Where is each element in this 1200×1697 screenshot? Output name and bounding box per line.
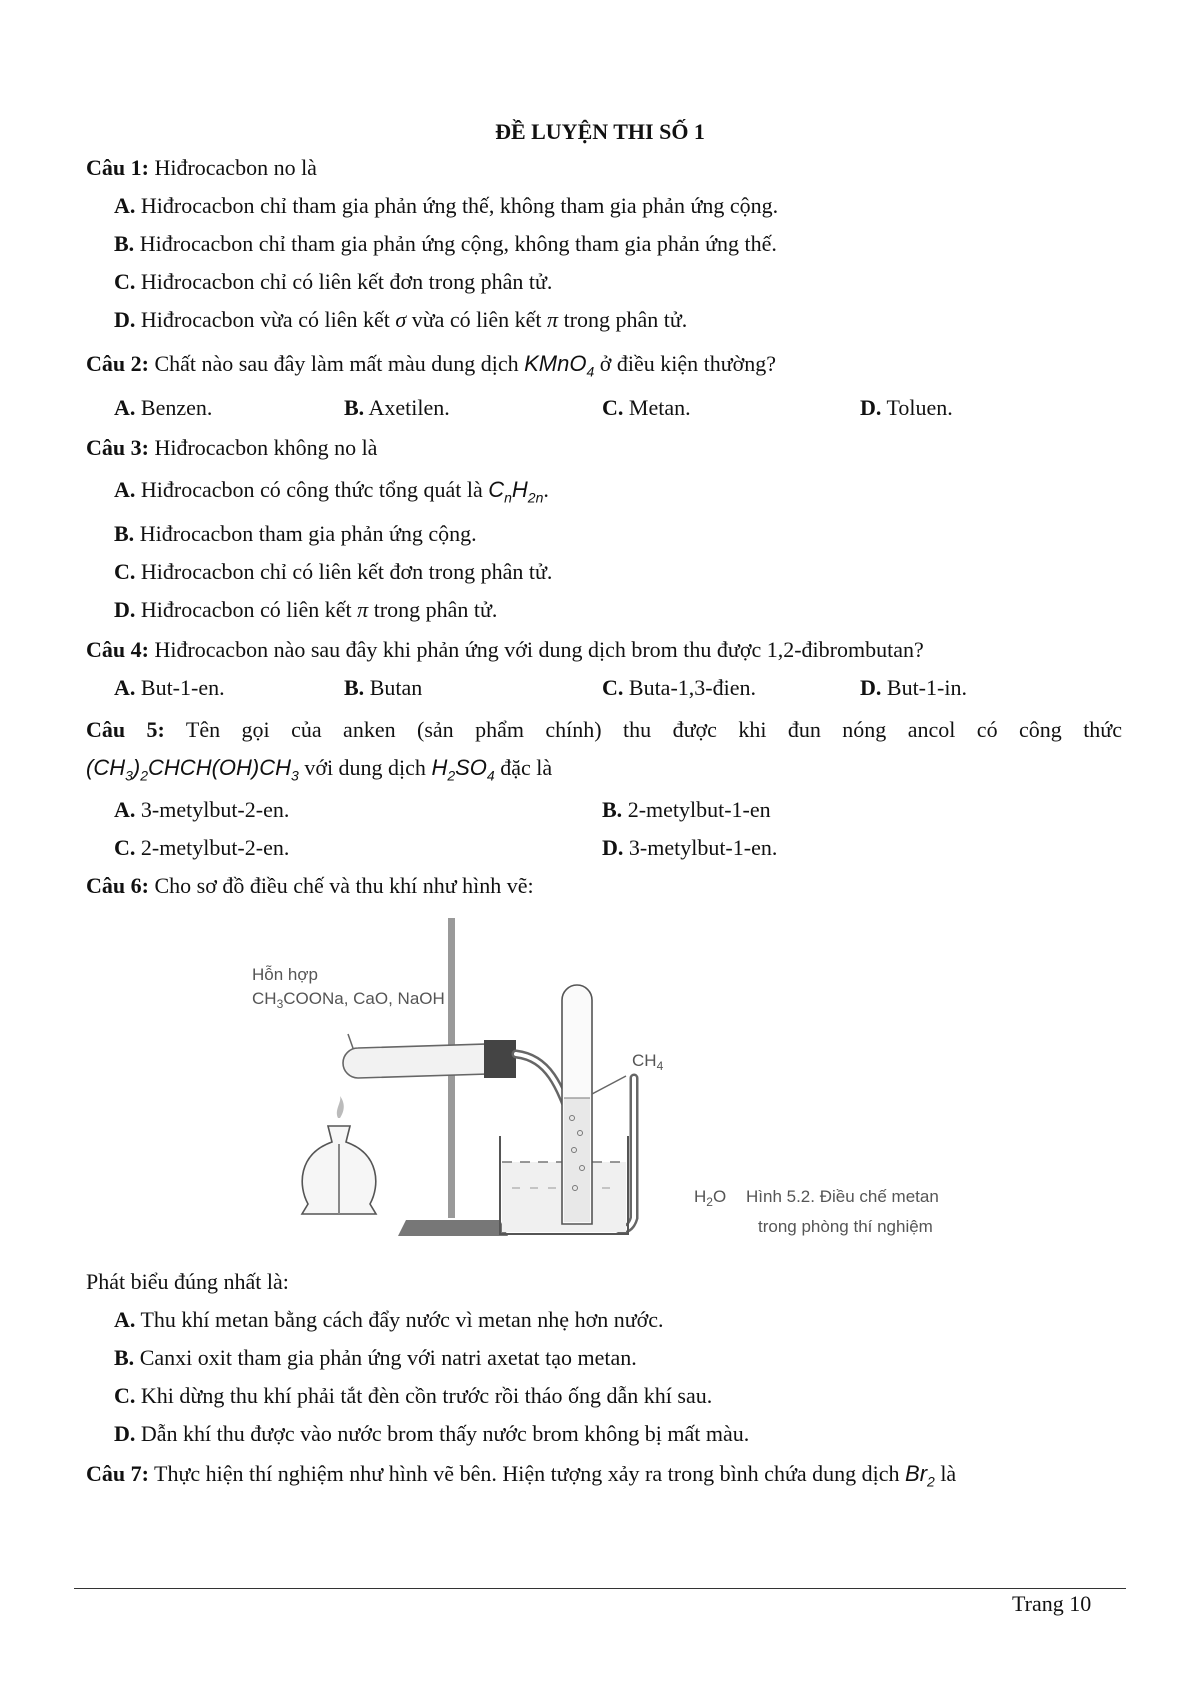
- q4-option-a[interactable]: [114, 674, 225, 702]
- question-label: Câu 1:: [86, 155, 149, 180]
- option-letter: B.: [344, 395, 365, 420]
- option-letter: C.: [114, 269, 136, 294]
- option-letter: D.: [114, 1421, 136, 1446]
- option-text: vừa có liên kết: [406, 307, 548, 332]
- gas-pointer: [592, 1076, 626, 1094]
- q2-option-d[interactable]: [860, 394, 953, 422]
- question-stem: là: [934, 1461, 957, 1486]
- test-tube: [343, 1044, 488, 1078]
- mixture-label: Hỗn hợp: [252, 965, 318, 984]
- q2-option-b[interactable]: [344, 394, 450, 422]
- question-stem: Hiđrocacbon no là: [148, 155, 317, 180]
- option-text: Canxi oxit tham gia phản ứng với natri axetat tạo metan.: [134, 1345, 637, 1370]
- page-title: ĐỀ LUYỆN THI SỐ 1: [495, 119, 705, 144]
- formula-alcohol: $(CH_3)_2CHCH(OH)CH_3$: [86, 755, 299, 784]
- footer-divider: [74, 1588, 1126, 1589]
- option-text: 3-metylbut-1-en.: [623, 835, 778, 860]
- gas-label: $CH_4$: [632, 1051, 664, 1073]
- question-label: Câu 4:: [86, 637, 149, 662]
- q5-option-a[interactable]: [114, 796, 289, 824]
- question-6: [86, 872, 534, 900]
- option-text: Hiđrocacbon chỉ tham gia phản ứng cộng, không tham gia phản ứng thế.: [134, 231, 777, 256]
- question-5: [86, 716, 1122, 744]
- option-text: But-1-in.: [881, 675, 967, 700]
- q1-option-c[interactable]: [114, 268, 552, 296]
- option-text: trong phân tử.: [558, 307, 688, 332]
- option-text: .: [543, 477, 549, 502]
- question-stem: Hiđrocacbon nào sau đây khi phản ứng với dung dịch brom thu được 1,2-đibrombutan?: [148, 637, 924, 662]
- option-letter: C.: [114, 835, 136, 860]
- q4-option-c[interactable]: [602, 674, 756, 702]
- formula-h2so4: $H_2SO_4$: [431, 755, 495, 784]
- question-label: Câu 5:: [86, 717, 165, 742]
- question-stem: Cho sơ đồ điều chế và thu khí như hình vẽ:: [148, 873, 534, 898]
- q6-option-c[interactable]: [114, 1382, 712, 1410]
- question-6-lead: Phát biểu đúng nhất là:: [86, 1269, 289, 1294]
- option-letter: A.: [114, 477, 136, 502]
- q1-option-a[interactable]: [114, 192, 778, 220]
- q5-option-d[interactable]: [602, 834, 777, 862]
- question-3: [86, 434, 377, 462]
- option-text: Hiđrocacbon có liên kết: [135, 597, 358, 622]
- question-1: [86, 154, 317, 182]
- figure-caption-line1: Hình 5.2. Điều chế metan: [746, 1187, 939, 1206]
- question-label: Câu 2:: [86, 351, 149, 376]
- q5-option-c[interactable]: [114, 834, 289, 862]
- option-text: Benzen.: [135, 395, 213, 420]
- option-letter: D.: [602, 835, 624, 860]
- option-letter: D.: [114, 307, 136, 332]
- formula-cnh2n: $C_nH_{2n}$: [488, 477, 544, 506]
- option-text: 2-metylbut-2-en.: [135, 835, 290, 860]
- q2-option-a[interactable]: [114, 394, 212, 422]
- q6-option-d[interactable]: [114, 1420, 749, 1448]
- option-text: Khi dừng thu khí phải tắt đèn cồn trước rồi tháo ống dẫn khí sau.: [135, 1383, 713, 1408]
- question-2: [86, 350, 776, 378]
- formula-kmno4: KMnO$_4$: [524, 351, 595, 380]
- option-letter: B.: [114, 1345, 135, 1370]
- q1-option-b[interactable]: [114, 230, 777, 258]
- option-text: Hiđrocacbon chỉ có liên kết đơn trong phân tử.: [135, 269, 553, 294]
- option-letter: B.: [344, 675, 365, 700]
- sigma-symbol: σ: [395, 307, 407, 332]
- option-text: Hiđrocacbon có công thức tổng quát là: [135, 477, 489, 502]
- stopper: [484, 1040, 516, 1078]
- option-letter: C.: [602, 675, 624, 700]
- option-letter: B.: [114, 521, 135, 546]
- q6-option-a[interactable]: [114, 1306, 664, 1334]
- q3-option-c[interactable]: [114, 558, 552, 586]
- option-letter: D.: [860, 675, 882, 700]
- option-text: 3-metylbut-2-en.: [135, 797, 290, 822]
- question-label: Câu 6:: [86, 873, 149, 898]
- q4-option-b[interactable]: [344, 674, 422, 702]
- q2-option-c[interactable]: [602, 394, 691, 422]
- option-text: Axetilen.: [364, 395, 450, 420]
- question-stem: với dung dịch: [298, 755, 432, 780]
- option-letter: C.: [602, 395, 624, 420]
- question-4: [86, 636, 924, 664]
- question-stem: đặc là: [494, 755, 553, 780]
- option-text: trong phân tử.: [368, 597, 498, 622]
- q3-option-d[interactable]: [114, 596, 497, 624]
- option-text: Hiđrocacbon tham gia phản ứng cộng.: [134, 521, 477, 546]
- option-text: Thu khí metan bằng cách đẩy nước vì metan nhẹ hơn nước.: [135, 1307, 664, 1332]
- option-text: 2-metylbut-1-en: [622, 797, 771, 822]
- option-letter: A.: [114, 675, 136, 700]
- option-letter: A.: [114, 193, 136, 218]
- option-text: Hiđrocacbon chỉ tham gia phản ứng thế, không tham gia phản ứng cộng.: [135, 193, 779, 218]
- q4-option-d[interactable]: [860, 674, 967, 702]
- question-label: Câu 3:: [86, 435, 149, 460]
- option-letter: A.: [114, 395, 136, 420]
- option-text: Dẫn khí thu được vào nước brom thấy nước brom không bị mất màu.: [135, 1421, 750, 1446]
- figure-caption-line2: trong phòng thí nghiệm: [758, 1217, 933, 1236]
- q3-option-a[interactable]: [114, 476, 549, 504]
- q6-option-b[interactable]: [114, 1344, 637, 1372]
- question-stem: ở điều kiện thường?: [594, 351, 777, 376]
- option-letter: B.: [114, 231, 135, 256]
- tube-water: [564, 1098, 590, 1222]
- question-7: [86, 1460, 956, 1488]
- option-text: Butan: [364, 675, 423, 700]
- water-label: $H_2O$: [694, 1187, 727, 1209]
- option-letter: D.: [860, 395, 882, 420]
- question-stem: Chất nào sau đây làm mất màu dung dịch: [148, 351, 525, 376]
- option-text: Toluen.: [881, 395, 953, 420]
- lamp-flame: [337, 1096, 344, 1118]
- option-letter: A.: [114, 1307, 136, 1332]
- pi-symbol: π: [547, 307, 559, 332]
- question-5-cont: [86, 754, 552, 782]
- question-stem: Tên gọi của anken (sản phẩm chính) thu được khi đun nóng ancol có công thức: [164, 717, 1123, 742]
- question-stem: Thực hiện thí nghiệm như hình vẽ bên. Hiện tượng xảy ra trong bình chứa dung dịch: [148, 1461, 906, 1486]
- methane-preparation-diagram: [230, 918, 970, 1258]
- q1-option-d[interactable]: [114, 306, 687, 334]
- option-text: Metan.: [623, 395, 691, 420]
- option-letter: A.: [114, 797, 136, 822]
- option-text: Hiđrocacbon vừa có liên kết: [135, 307, 396, 332]
- option-letter: B.: [602, 797, 623, 822]
- option-text: Hiđrocacbon chỉ có liên kết đơn trong phân tử.: [135, 559, 553, 584]
- question-stem: Hiđrocacbon không no là: [148, 435, 378, 460]
- page-number: Trang 10: [1012, 1591, 1092, 1616]
- question-label: Câu 7:: [86, 1461, 149, 1486]
- option-text: Buta-1,3-đien.: [623, 675, 756, 700]
- mixture-formula: $CH_3COONa$, CaO, NaOH: [252, 989, 445, 1011]
- formula-br2: $Br_2$: [905, 1461, 935, 1490]
- option-letter: C.: [114, 1383, 136, 1408]
- q3-option-b[interactable]: [114, 520, 477, 548]
- stand-base: [398, 1220, 508, 1236]
- pi-symbol: π: [357, 597, 369, 622]
- option-letter: C.: [114, 559, 136, 584]
- option-letter: D.: [114, 597, 136, 622]
- option-text: But-1-en.: [135, 675, 225, 700]
- q5-option-b[interactable]: [602, 796, 771, 824]
